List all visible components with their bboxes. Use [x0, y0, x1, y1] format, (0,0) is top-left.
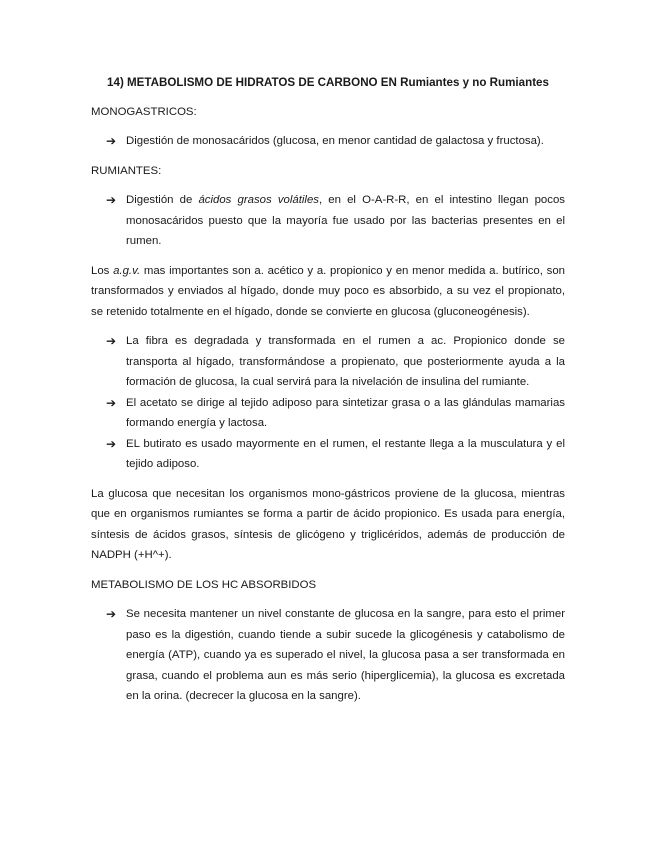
monogastricos-heading: MONOGASTRICOS: [91, 105, 197, 118]
arrow-bullet-icon: ➔ [106, 607, 117, 621]
agv-paragraph-rest: mas importantes son a. acético y a. propionico y en menor medida a. butírico, son transformados y enviados al hígado, donde muy poco es absorbido, a su vez el propionato, se retenido totalmente en el hígado, donde se convierte en glucosa (gluconeogénesis). [91, 264, 566, 318]
agv-list [91, 331, 565, 475]
arrow-bullet-icon: ➔ [106, 193, 117, 207]
agv-paragraph-italic: a.g.v. [113, 264, 141, 277]
rumiantes-bullet-lead: Digestión de [126, 194, 199, 206]
list-item [91, 331, 565, 393]
document-content [91, 73, 565, 716]
rumiantes-bullet-text [126, 194, 565, 247]
arrow-bullet-icon: ➔ [106, 134, 117, 148]
agv-paragraph-lead: Los [91, 264, 114, 277]
absorbidos-bullet-text: Se necesita mantener un nivel constante de glucosa en la sangre, para esto el primer paso es la digestión, cuando tiende a subir sucede la glicogénesis y catabolismo de energía (ATP), cuando ya es superado el nivel, la glucosa pasa a ser transformada en grasa, cuando el problema aun es más serio (hiperglicemia), la glucosa es excretada en la orina. (decrecer la glucosa en la sangre). [126, 608, 565, 702]
absorbidos-list [91, 604, 565, 707]
agv-bullet-text: La fibra es degradada y transformada en el rumen a ac. Propionico donde se transporta al hígado, transformándose a propienato, que posteriormente ayuda a la formación de glucosa, la cual servirá para la nivelación de insulina del rumiante. [126, 335, 565, 388]
agv-paragraph [91, 261, 565, 323]
list-item [91, 604, 565, 707]
list-item [91, 190, 565, 252]
document-title: 14) METABOLISMO DE HIDRATOS DE CARBONO EN Rumiantes y no Rumiantes [107, 76, 549, 89]
list-item [91, 131, 565, 152]
monogastricos-list [91, 131, 565, 152]
list-item [91, 393, 565, 434]
glucosa-paragraph: La glucosa que necesitan los organismos mono-gástricos proviene de la glucosa, mientras que en organismos rumiantes se forma a partir de ácido propionico. Es usada para energía, síntesis de ácidos grasos, síntesis de glicógeno y triglicéridos, además de producción de NADPH (+H^+). [91, 487, 565, 561]
list-item [91, 434, 565, 475]
rumiantes-bullet-italic: ácidos grasos volátiles [198, 194, 319, 206]
monogastricos-bullet-text: Digestión de monosacáridos (glucosa, en menor cantidad de galactosa y fructosa). [126, 135, 544, 147]
rumiantes-list [91, 190, 565, 252]
agv-bullet-text: EL butirato es usado mayormente en el rumen, el restante llega a la musculatura y el tejido adiposo. [126, 437, 565, 470]
arrow-bullet-icon: ➔ [106, 334, 117, 348]
rumiantes-heading: RUMIANTES: [91, 164, 162, 177]
arrow-bullet-icon: ➔ [106, 395, 117, 410]
rumiantes-bullet-rest: , en el O-A-R-R, en el intestino llegan pocos monosacáridos puesto que la mayoría fue usado por las bacterias presentes en el rumen. [126, 194, 565, 247]
arrow-bullet-icon: ➔ [106, 436, 117, 451]
absorbidos-heading: METABOLISMO DE LOS HC ABSORBIDOS [91, 578, 317, 591]
agv-bullet-text: El acetato se dirige al tejido adiposo para sintetizar grasa o a las glándulas mamarias formando energía y lactosa. [126, 396, 565, 429]
